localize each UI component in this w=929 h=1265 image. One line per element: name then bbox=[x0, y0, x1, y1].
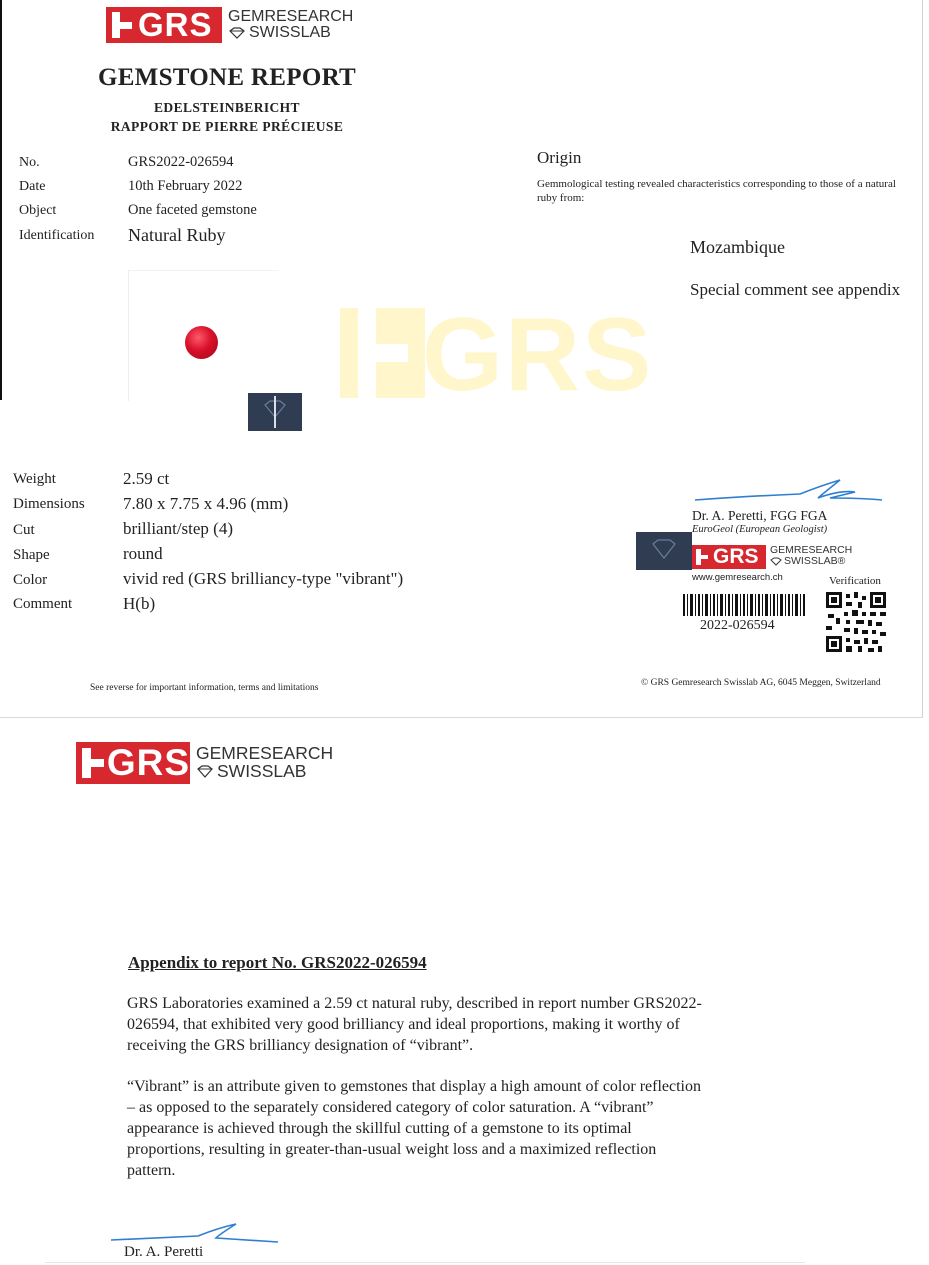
watermark-flag-icon bbox=[340, 308, 430, 408]
barcode-image bbox=[683, 594, 805, 616]
field-label-object: Object bbox=[19, 203, 57, 218]
prop-value-cut: brilliant/step (4) bbox=[123, 519, 234, 538]
prop-label-shape: Shape bbox=[13, 547, 50, 563]
field-value-identification: Natural Ruby bbox=[128, 225, 226, 245]
field-value-date: 10th February 2022 bbox=[128, 178, 243, 194]
brand-name-small-line2: SWISSLAB® bbox=[770, 556, 845, 567]
prop-label-weight: Weight bbox=[13, 471, 56, 487]
hologram-seal bbox=[248, 393, 302, 431]
grs-logo-appendix bbox=[76, 742, 336, 786]
hologram-diamond-icon bbox=[248, 393, 302, 431]
field-value-object: One faceted gemstone bbox=[128, 202, 257, 218]
appendix-paragraph-2: “Vibrant” is an attribute given to gemstones that display a high amount of color reflection – as opposed to the separately considered category of color saturation. A “vibrant” appearance is achieved through the skillful cutting of a gemstone to its optimal proportions, resulting in greater-than-usual weight loss and a maximized reflection pattern. bbox=[127, 1078, 701, 1179]
brand-name-appendix-line1: GEMRESEARCH bbox=[196, 743, 334, 763]
origin-text: Gemmological testing revealed characteristics corresponding to those of a natural ruby from: bbox=[537, 178, 896, 204]
signer-title: EuroGeol (European Geologist) bbox=[692, 524, 828, 535]
report-subtitle-fr: RAPPORT DE PIERRE PRÉCIEUSE bbox=[110, 119, 344, 134]
hologram-seal-small bbox=[636, 532, 692, 570]
diamond-icon-appendix bbox=[196, 765, 214, 778]
origin-country: Mozambique bbox=[690, 237, 785, 257]
report-title: GEMSTONE REPORT bbox=[97, 64, 357, 91]
grs-logo-appendix-box: GRS bbox=[76, 742, 190, 784]
prop-value-color: vivid red (GRS brilliancy-type "vibrant") bbox=[123, 569, 404, 588]
field-value-no: GRS2022-026594 bbox=[128, 154, 234, 170]
brand-name-line2: SWISSLAB bbox=[228, 25, 331, 41]
website-link[interactable]: www.gemresearch.ch bbox=[692, 572, 783, 583]
report-subtitle-de: EDELSTEINBERICHT bbox=[154, 100, 300, 115]
special-comment: Special comment see appendix bbox=[690, 280, 901, 299]
brand-name-small-line1: GEMRESEARCH bbox=[770, 544, 853, 556]
field-label-date: Date bbox=[19, 179, 46, 194]
hologram-diamond-icon-small bbox=[636, 532, 692, 570]
prop-label-color: Color bbox=[13, 572, 48, 588]
prop-label-dimensions: Dimensions bbox=[13, 496, 85, 512]
footer-note-right: © GRS Gemresearch Swisslab AG, 6045 Meggen, Switzerland bbox=[641, 678, 881, 688]
grs-watermark: GRS bbox=[340, 300, 650, 405]
signature-image bbox=[690, 478, 885, 508]
barcode-number: 2022-026594 bbox=[700, 618, 775, 633]
swiss-flag-icon bbox=[112, 12, 134, 38]
grs-logo-small-box: GRS bbox=[692, 545, 766, 569]
swiss-flag-icon-small bbox=[696, 549, 710, 565]
page-edge-line bbox=[0, 0, 2, 400]
prop-value-shape: round bbox=[123, 544, 163, 563]
appendix-title: Appendix to report No. GRS2022-026594 bbox=[128, 953, 427, 972]
appendix-bottom-rule bbox=[45, 1262, 805, 1263]
diamond-icon bbox=[228, 27, 246, 39]
prop-value-dimensions: 7.80 x 7.75 x 4.96 (mm) bbox=[123, 494, 289, 513]
prop-label-comment: Comment bbox=[13, 596, 73, 612]
brand-name-line1: GEMRESEARCH bbox=[228, 8, 354, 25]
prop-value-comment: H(b) bbox=[123, 594, 156, 613]
field-label-identification: Identification bbox=[19, 228, 95, 243]
swiss-flag-icon-appendix bbox=[82, 748, 104, 778]
qr-code-image[interactable] bbox=[826, 592, 886, 652]
grs-logo-box: GRS bbox=[106, 7, 222, 43]
verification-label: Verification bbox=[829, 575, 881, 587]
diamond-icon-small bbox=[770, 557, 782, 566]
grs-logo-top bbox=[106, 7, 356, 47]
prop-value-weight: 2.59 ct bbox=[123, 469, 170, 488]
appendix-signer: Dr. A. Peretti bbox=[124, 1244, 204, 1260]
prop-label-cut: Cut bbox=[13, 522, 35, 538]
brand-name-appendix-line2: SWISSLAB bbox=[196, 763, 306, 781]
field-label-no: No. bbox=[19, 155, 40, 170]
signer-name: Dr. A. Peretti, FGG FGA bbox=[692, 508, 828, 523]
origin-heading: Origin bbox=[537, 148, 582, 167]
footer-note-left: See reverse for important information, terms and limitations bbox=[90, 683, 319, 693]
ruby-gemstone-image bbox=[185, 326, 218, 359]
appendix-paragraph-1: GRS Laboratories examined a 2.59 ct natural ruby, described in report number GRS2022-026594, that exhibited very good brilliancy and ideal proportions, making it worthy of receiving the GRS brilliancy designation of “vibrant”. bbox=[127, 995, 702, 1054]
